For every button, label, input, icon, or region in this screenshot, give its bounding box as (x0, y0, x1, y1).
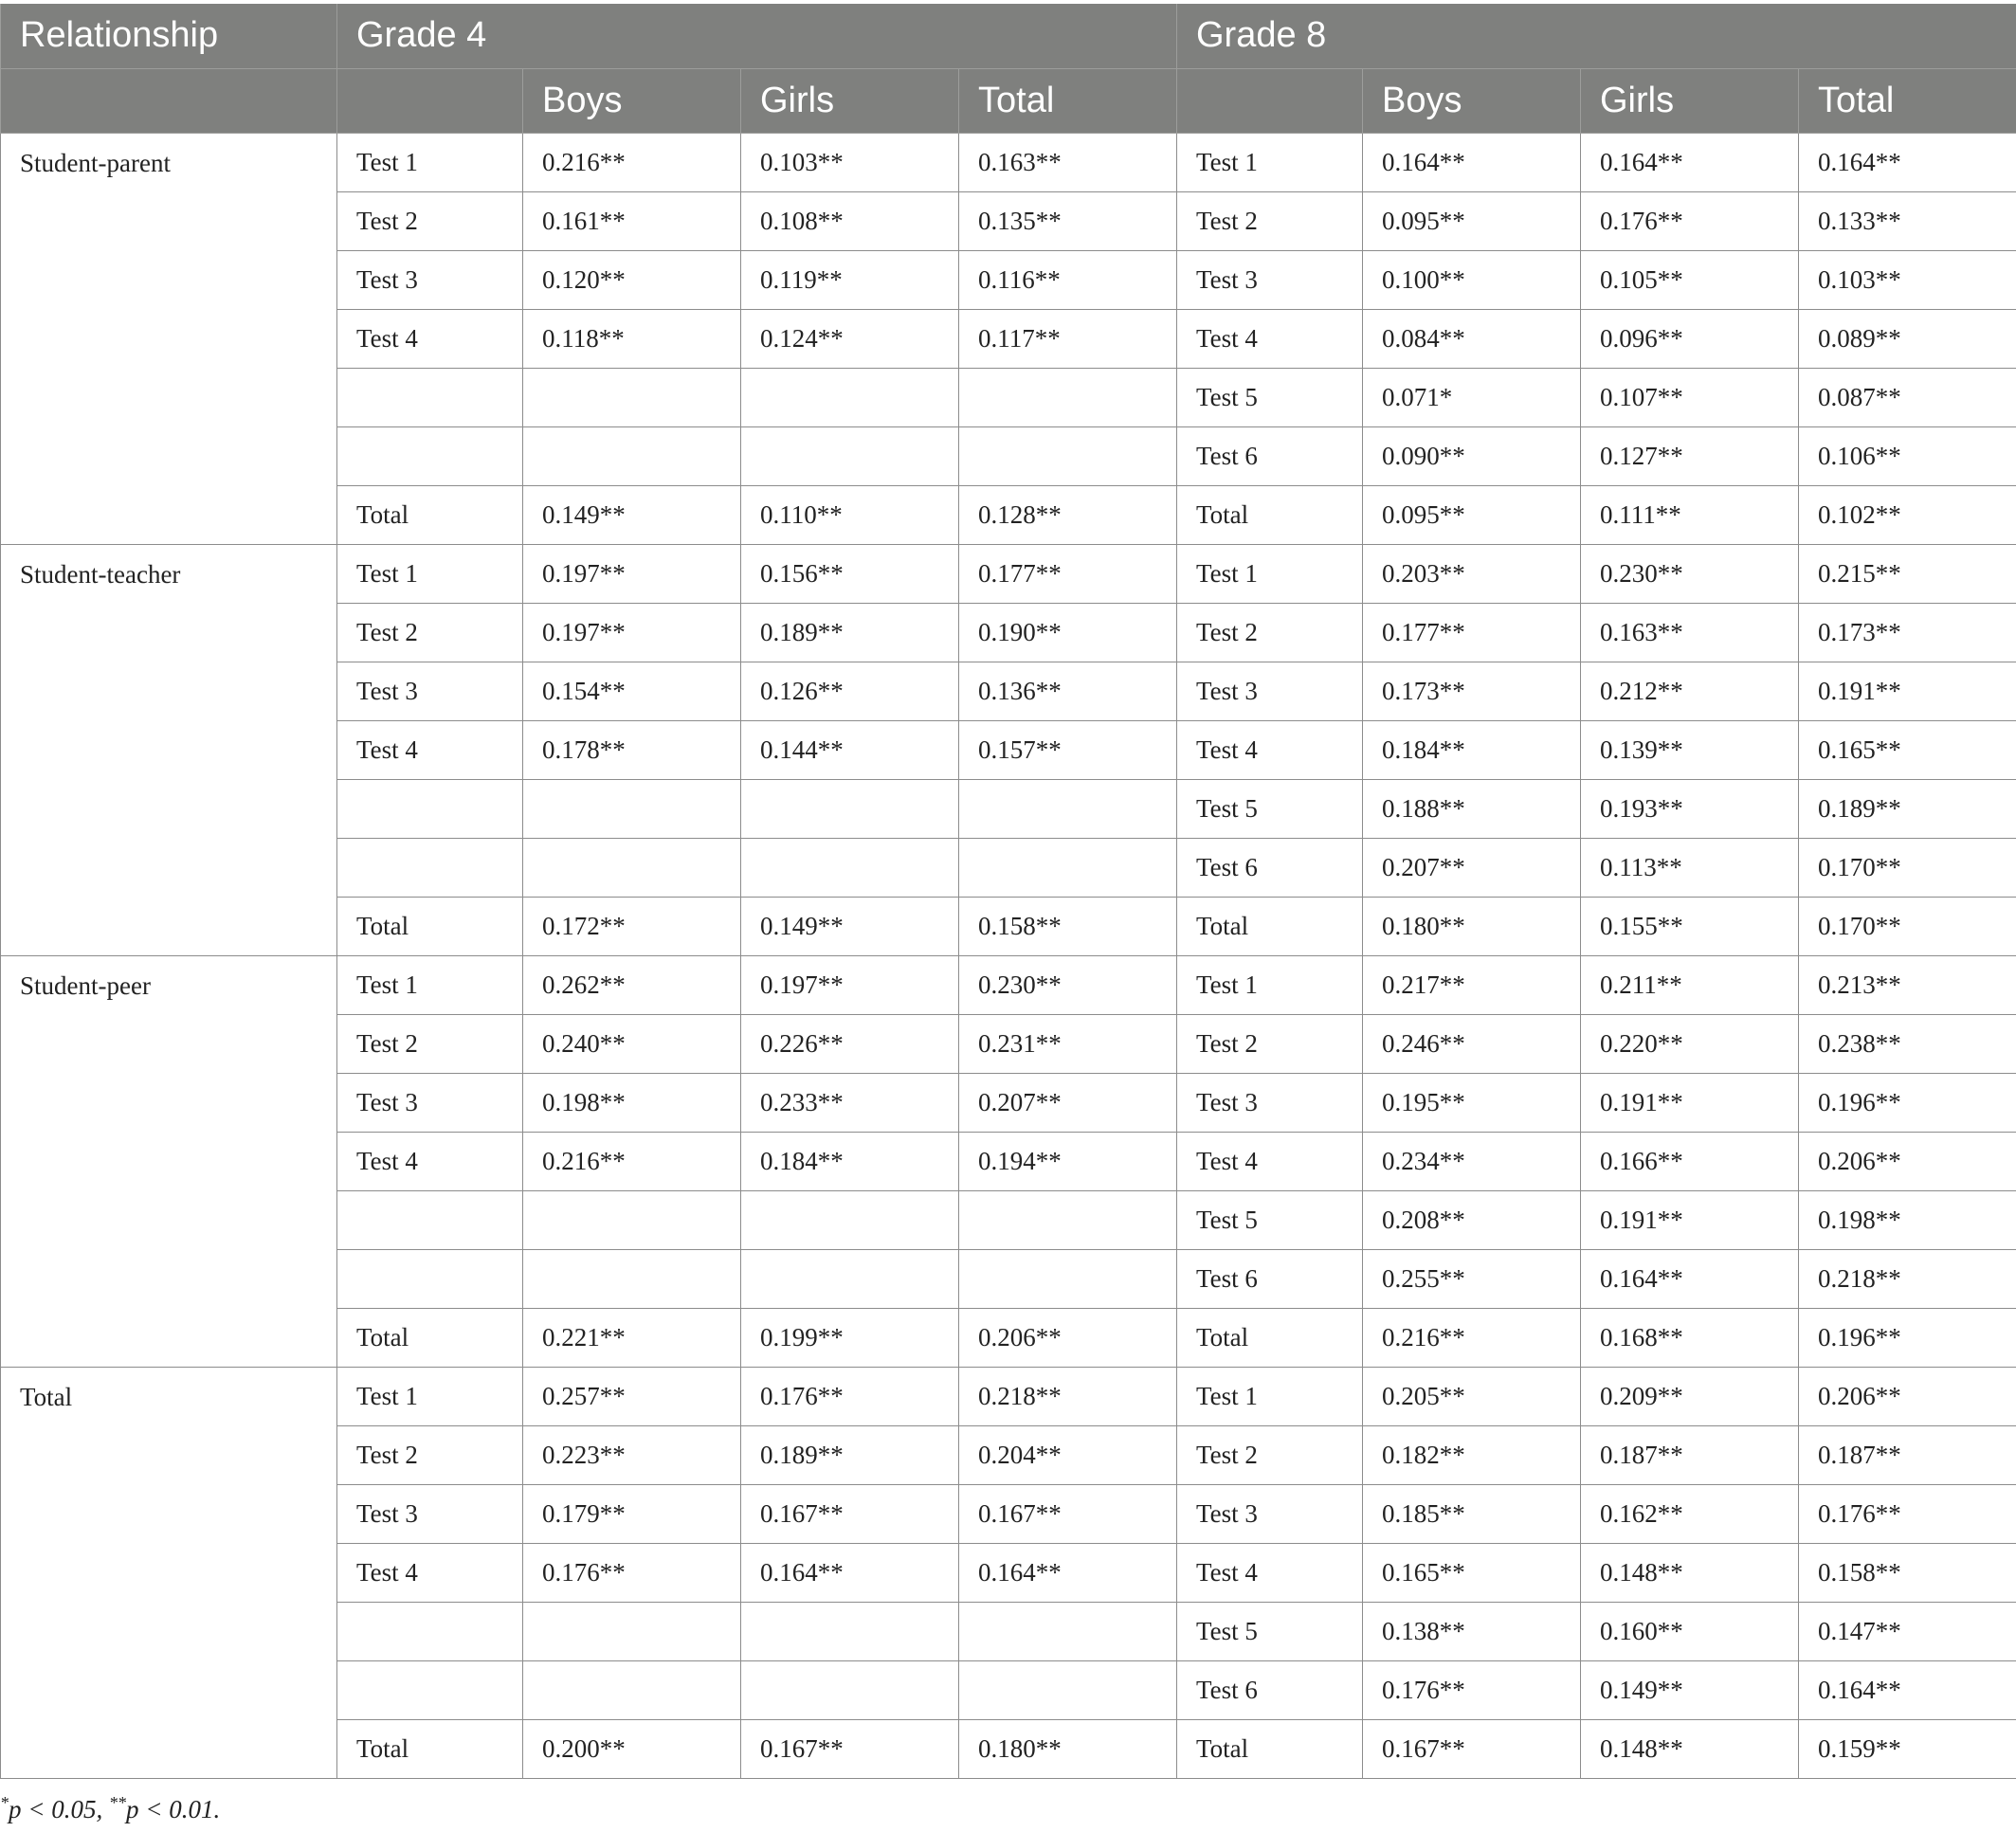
g8-test-label-cell: Test 4 (1177, 309, 1363, 368)
g4-total-cell: 0.206** (959, 1308, 1177, 1367)
g8-total-cell: 0.089** (1799, 309, 2016, 368)
g4-test-label-cell: Test 2 (337, 1425, 523, 1484)
table-row (1, 133, 2016, 191)
g8-total-cell: 0.206** (1799, 1132, 2016, 1190)
g8-girls-cell: 0.230** (1581, 544, 1799, 603)
g8-total-cell: 0.238** (1799, 1014, 2016, 1073)
g4-total-cell: 0.207** (959, 1073, 1177, 1132)
header-blank (1177, 68, 1363, 133)
g4-girls-cell: 0.167** (741, 1484, 959, 1543)
table-row (1, 955, 2016, 1014)
g8-total-cell: 0.173** (1799, 603, 2016, 662)
g8-girls-cell: 0.148** (1581, 1719, 1799, 1778)
g8-girls-cell: 0.162** (1581, 1484, 1799, 1543)
g8-total-cell: 0.189** (1799, 779, 2016, 838)
table-body (1, 133, 2016, 1778)
g4-boys-cell: 0.120** (523, 250, 741, 309)
header-g4-girls: Girls (741, 68, 959, 133)
g4-boys-cell (523, 838, 741, 897)
g8-total-cell: 0.170** (1799, 897, 2016, 955)
g8-test-label-cell: Test 2 (1177, 603, 1363, 662)
g4-boys-cell: 0.257** (523, 1367, 741, 1425)
g8-total-cell: 0.176** (1799, 1484, 2016, 1543)
g8-total-cell: 0.213** (1799, 955, 2016, 1014)
g8-total-cell: 0.106** (1799, 426, 2016, 485)
g4-test-label-cell: Test 1 (337, 133, 523, 191)
g4-boys-cell: 0.197** (523, 544, 741, 603)
header-row-grades (1, 4, 2016, 68)
g4-total-cell (959, 426, 1177, 485)
g4-total-cell: 0.218** (959, 1367, 1177, 1425)
g8-test-label-cell: Total (1177, 485, 1363, 544)
g8-boys-cell: 0.165** (1363, 1543, 1581, 1602)
g8-boys-cell: 0.167** (1363, 1719, 1581, 1778)
relationship-group-label: Student-teacher (1, 544, 337, 955)
g4-girls-cell: 0.124** (741, 309, 959, 368)
g4-total-cell: 0.177** (959, 544, 1177, 603)
g4-total-cell (959, 1602, 1177, 1660)
g8-test-label-cell: Test 3 (1177, 1484, 1363, 1543)
g4-boys-cell (523, 1249, 741, 1308)
g8-boys-cell: 0.095** (1363, 485, 1581, 544)
g4-test-label-cell: Total (337, 1719, 523, 1778)
g4-total-cell (959, 779, 1177, 838)
g4-test-label-cell: Test 1 (337, 1367, 523, 1425)
g4-girls-cell (741, 1660, 959, 1719)
g8-test-label-cell: Test 4 (1177, 1132, 1363, 1190)
header-blank (1, 68, 337, 133)
g8-girls-cell: 0.139** (1581, 720, 1799, 779)
g4-girls-cell: 0.126** (741, 662, 959, 720)
g8-test-label-cell: Test 1 (1177, 955, 1363, 1014)
g4-boys-cell (523, 1190, 741, 1249)
g4-total-cell: 0.135** (959, 191, 1177, 250)
g8-girls-cell: 0.211** (1581, 955, 1799, 1014)
g8-girls-cell: 0.191** (1581, 1190, 1799, 1249)
g8-boys-cell: 0.216** (1363, 1308, 1581, 1367)
g4-boys-cell (523, 1660, 741, 1719)
g8-girls-cell: 0.168** (1581, 1308, 1799, 1367)
g8-girls-cell: 0.220** (1581, 1014, 1799, 1073)
g4-test-label-cell: Test 3 (337, 1484, 523, 1543)
g4-girls-cell: 0.156** (741, 544, 959, 603)
g8-girls-cell: 0.193** (1581, 779, 1799, 838)
g8-boys-cell: 0.177** (1363, 603, 1581, 662)
g8-boys-cell: 0.188** (1363, 779, 1581, 838)
g8-boys-cell: 0.217** (1363, 955, 1581, 1014)
g4-boys-cell (523, 426, 741, 485)
g8-boys-cell: 0.208** (1363, 1190, 1581, 1249)
g8-test-label-cell: Test 5 (1177, 779, 1363, 838)
g8-girls-cell: 0.160** (1581, 1602, 1799, 1660)
g4-girls-cell: 0.189** (741, 1425, 959, 1484)
g8-boys-cell: 0.173** (1363, 662, 1581, 720)
relationship-group-label: Total (1, 1367, 337, 1778)
g4-girls-cell (741, 1249, 959, 1308)
g8-test-label-cell: Test 1 (1177, 1367, 1363, 1425)
g8-girls-cell: 0.209** (1581, 1367, 1799, 1425)
g4-boys-cell: 0.262** (523, 955, 741, 1014)
g4-total-cell (959, 368, 1177, 426)
g8-total-cell: 0.164** (1799, 1660, 2016, 1719)
g4-total-cell: 0.190** (959, 603, 1177, 662)
g4-test-label-cell: Total (337, 897, 523, 955)
g8-boys-cell: 0.071* (1363, 368, 1581, 426)
g8-total-cell: 0.165** (1799, 720, 2016, 779)
g4-girls-cell (741, 779, 959, 838)
g4-girls-cell: 0.184** (741, 1132, 959, 1190)
g8-girls-cell: 0.127** (1581, 426, 1799, 485)
g8-total-cell: 0.087** (1799, 368, 2016, 426)
g4-test-label-cell: Test 3 (337, 250, 523, 309)
g4-test-label-cell: Test 3 (337, 662, 523, 720)
g8-test-label-cell: Test 2 (1177, 1014, 1363, 1073)
footnote-p01: p < 0.01. (125, 1795, 221, 1823)
g4-boys-cell: 0.197** (523, 603, 741, 662)
relationship-group-label: Student-parent (1, 133, 337, 544)
g4-boys-cell: 0.178** (523, 720, 741, 779)
g8-girls-cell: 0.107** (1581, 368, 1799, 426)
g4-girls-cell: 0.164** (741, 1543, 959, 1602)
g4-girls-cell: 0.233** (741, 1073, 959, 1132)
g8-boys-cell: 0.182** (1363, 1425, 1581, 1484)
g4-total-cell: 0.163** (959, 133, 1177, 191)
g4-test-label-cell (337, 1249, 523, 1308)
g8-test-label-cell: Test 3 (1177, 662, 1363, 720)
g8-test-label-cell: Test 2 (1177, 1425, 1363, 1484)
g4-test-label-cell (337, 1190, 523, 1249)
g4-boys-cell: 0.200** (523, 1719, 741, 1778)
header-grade-8: Grade 8 (1177, 4, 2016, 68)
footnote-p05: p < 0.05, (9, 1795, 109, 1823)
g8-girls-cell: 0.164** (1581, 133, 1799, 191)
g8-girls-cell: 0.096** (1581, 309, 1799, 368)
footnote-star-double: ** (108, 1793, 126, 1812)
g8-boys-cell: 0.255** (1363, 1249, 1581, 1308)
g4-total-cell: 0.117** (959, 309, 1177, 368)
g4-girls-cell: 0.110** (741, 485, 959, 544)
footnote (0, 1793, 220, 1824)
table-header (1, 4, 2016, 133)
g4-test-label-cell: Test 2 (337, 603, 523, 662)
header-grade-4: Grade 4 (337, 4, 1177, 68)
g8-total-cell: 0.103** (1799, 250, 2016, 309)
g4-girls-cell: 0.167** (741, 1719, 959, 1778)
g4-boys-cell: 0.179** (523, 1484, 741, 1543)
g8-boys-cell: 0.090** (1363, 426, 1581, 485)
g8-boys-cell: 0.234** (1363, 1132, 1581, 1190)
correlation-table (0, 4, 2016, 1779)
g8-girls-cell: 0.212** (1581, 662, 1799, 720)
g8-boys-cell: 0.185** (1363, 1484, 1581, 1543)
g4-girls-cell: 0.149** (741, 897, 959, 955)
g4-total-cell: 0.158** (959, 897, 1177, 955)
g4-girls-cell: 0.119** (741, 250, 959, 309)
g4-girls-cell: 0.199** (741, 1308, 959, 1367)
g4-girls-cell (741, 426, 959, 485)
g4-test-label-cell (337, 426, 523, 485)
g4-girls-cell: 0.226** (741, 1014, 959, 1073)
relationship-group-label: Student-peer (1, 955, 337, 1367)
g8-boys-cell: 0.180** (1363, 897, 1581, 955)
g4-boys-cell: 0.172** (523, 897, 741, 955)
g8-boys-cell: 0.095** (1363, 191, 1581, 250)
header-g8-total: Total (1799, 68, 2016, 133)
g4-girls-cell (741, 1190, 959, 1249)
g4-test-label-cell: Test 2 (337, 1014, 523, 1073)
g4-girls-cell: 0.189** (741, 603, 959, 662)
g8-boys-cell: 0.138** (1363, 1602, 1581, 1660)
g4-test-label-cell: Test 1 (337, 544, 523, 603)
g8-test-label-cell: Test 6 (1177, 426, 1363, 485)
g4-boys-cell: 0.221** (523, 1308, 741, 1367)
g8-boys-cell: 0.195** (1363, 1073, 1581, 1132)
g4-total-cell: 0.194** (959, 1132, 1177, 1190)
g4-total-cell (959, 1660, 1177, 1719)
g4-boys-cell: 0.154** (523, 662, 741, 720)
g4-boys-cell: 0.198** (523, 1073, 741, 1132)
header-relationship: Relationship (1, 4, 337, 68)
g4-girls-cell (741, 1602, 959, 1660)
g4-test-label-cell: Test 4 (337, 1543, 523, 1602)
g4-test-label-cell (337, 779, 523, 838)
g4-test-label-cell: Test 4 (337, 309, 523, 368)
g8-girls-cell: 0.164** (1581, 1249, 1799, 1308)
g8-boys-cell: 0.184** (1363, 720, 1581, 779)
g8-test-label-cell: Test 4 (1177, 720, 1363, 779)
g4-total-cell: 0.157** (959, 720, 1177, 779)
g8-test-label-cell: Test 6 (1177, 1660, 1363, 1719)
g8-boys-cell: 0.246** (1363, 1014, 1581, 1073)
header-g8-boys: Boys (1363, 68, 1581, 133)
g8-total-cell: 0.215** (1799, 544, 2016, 603)
g8-boys-cell: 0.164** (1363, 133, 1581, 191)
g4-test-label-cell (337, 368, 523, 426)
g8-total-cell: 0.164** (1799, 133, 2016, 191)
g4-boys-cell (523, 779, 741, 838)
g8-girls-cell: 0.176** (1581, 191, 1799, 250)
g4-test-label-cell: Test 4 (337, 720, 523, 779)
g8-total-cell: 0.102** (1799, 485, 2016, 544)
g4-boys-cell: 0.118** (523, 309, 741, 368)
g4-test-label-cell: Test 1 (337, 955, 523, 1014)
g4-boys-cell: 0.240** (523, 1014, 741, 1073)
g8-test-label-cell: Test 5 (1177, 1602, 1363, 1660)
g4-boys-cell: 0.216** (523, 133, 741, 191)
g8-test-label-cell: Test 2 (1177, 191, 1363, 250)
g4-girls-cell: 0.108** (741, 191, 959, 250)
g8-boys-cell: 0.205** (1363, 1367, 1581, 1425)
g4-total-cell: 0.164** (959, 1543, 1177, 1602)
g8-total-cell: 0.218** (1799, 1249, 2016, 1308)
g8-test-label-cell: Test 6 (1177, 1249, 1363, 1308)
g8-total-cell: 0.196** (1799, 1073, 2016, 1132)
header-g4-total: Total (959, 68, 1177, 133)
g8-test-label-cell: Test 1 (1177, 133, 1363, 191)
g4-test-label-cell: Total (337, 1308, 523, 1367)
g4-girls-cell: 0.197** (741, 955, 959, 1014)
g4-girls-cell: 0.176** (741, 1367, 959, 1425)
g8-boys-cell: 0.084** (1363, 309, 1581, 368)
table-row (1, 1367, 2016, 1425)
g8-test-label-cell: Test 4 (1177, 1543, 1363, 1602)
header-blank (337, 68, 523, 133)
g4-total-cell: 0.204** (959, 1425, 1177, 1484)
header-g4-boys: Boys (523, 68, 741, 133)
g4-total-cell (959, 1249, 1177, 1308)
g4-total-cell: 0.136** (959, 662, 1177, 720)
header-g8-girls: Girls (1581, 68, 1799, 133)
g4-girls-cell (741, 368, 959, 426)
g4-total-cell (959, 1190, 1177, 1249)
g8-test-label-cell: Total (1177, 1719, 1363, 1778)
g4-boys-cell: 0.149** (523, 485, 741, 544)
g8-total-cell: 0.170** (1799, 838, 2016, 897)
g8-total-cell: 0.191** (1799, 662, 2016, 720)
g8-total-cell: 0.159** (1799, 1719, 2016, 1778)
g4-test-label-cell: Test 4 (337, 1132, 523, 1190)
g8-girls-cell: 0.113** (1581, 838, 1799, 897)
g4-test-label-cell (337, 1660, 523, 1719)
g4-total-cell: 0.128** (959, 485, 1177, 544)
g4-total-cell: 0.167** (959, 1484, 1177, 1543)
g4-test-label-cell: Test 2 (337, 191, 523, 250)
g8-girls-cell: 0.187** (1581, 1425, 1799, 1484)
g4-girls-cell: 0.144** (741, 720, 959, 779)
g4-test-label-cell (337, 1602, 523, 1660)
g8-girls-cell: 0.105** (1581, 250, 1799, 309)
g8-total-cell: 0.196** (1799, 1308, 2016, 1367)
g4-test-label-cell: Test 3 (337, 1073, 523, 1132)
g8-total-cell: 0.133** (1799, 191, 2016, 250)
g4-total-cell: 0.180** (959, 1719, 1177, 1778)
g4-girls-cell: 0.103** (741, 133, 959, 191)
g8-girls-cell: 0.155** (1581, 897, 1799, 955)
g4-total-cell (959, 838, 1177, 897)
g4-total-cell: 0.230** (959, 955, 1177, 1014)
g8-girls-cell: 0.166** (1581, 1132, 1799, 1190)
g8-girls-cell: 0.163** (1581, 603, 1799, 662)
g8-test-label-cell: Total (1177, 1308, 1363, 1367)
g4-total-cell: 0.231** (959, 1014, 1177, 1073)
g8-boys-cell: 0.100** (1363, 250, 1581, 309)
g4-total-cell: 0.116** (959, 250, 1177, 309)
g8-girls-cell: 0.149** (1581, 1660, 1799, 1719)
g8-test-label-cell: Total (1177, 897, 1363, 955)
header-row-sex (1, 68, 2016, 133)
table-row (1, 544, 2016, 603)
g8-boys-cell: 0.176** (1363, 1660, 1581, 1719)
g8-test-label-cell: Test 5 (1177, 368, 1363, 426)
g4-boys-cell: 0.223** (523, 1425, 741, 1484)
g4-test-label-cell: Total (337, 485, 523, 544)
g8-total-cell: 0.198** (1799, 1190, 2016, 1249)
g8-total-cell: 0.158** (1799, 1543, 2016, 1602)
g8-total-cell: 0.147** (1799, 1602, 2016, 1660)
g4-boys-cell (523, 368, 741, 426)
g8-girls-cell: 0.148** (1581, 1543, 1799, 1602)
g8-boys-cell: 0.207** (1363, 838, 1581, 897)
g4-boys-cell: 0.161** (523, 191, 741, 250)
g8-test-label-cell: Test 1 (1177, 544, 1363, 603)
g8-total-cell: 0.206** (1799, 1367, 2016, 1425)
g4-test-label-cell (337, 838, 523, 897)
g8-girls-cell: 0.191** (1581, 1073, 1799, 1132)
g4-girls-cell (741, 838, 959, 897)
g8-test-label-cell: Test 3 (1177, 250, 1363, 309)
g8-total-cell: 0.187** (1799, 1425, 2016, 1484)
g8-test-label-cell: Test 5 (1177, 1190, 1363, 1249)
g4-boys-cell: 0.176** (523, 1543, 741, 1602)
footnote-star-single: * (0, 1793, 9, 1812)
g4-boys-cell: 0.216** (523, 1132, 741, 1190)
g8-test-label-cell: Test 3 (1177, 1073, 1363, 1132)
g8-girls-cell: 0.111** (1581, 485, 1799, 544)
g8-boys-cell: 0.203** (1363, 544, 1581, 603)
g4-boys-cell (523, 1602, 741, 1660)
g8-test-label-cell: Test 6 (1177, 838, 1363, 897)
